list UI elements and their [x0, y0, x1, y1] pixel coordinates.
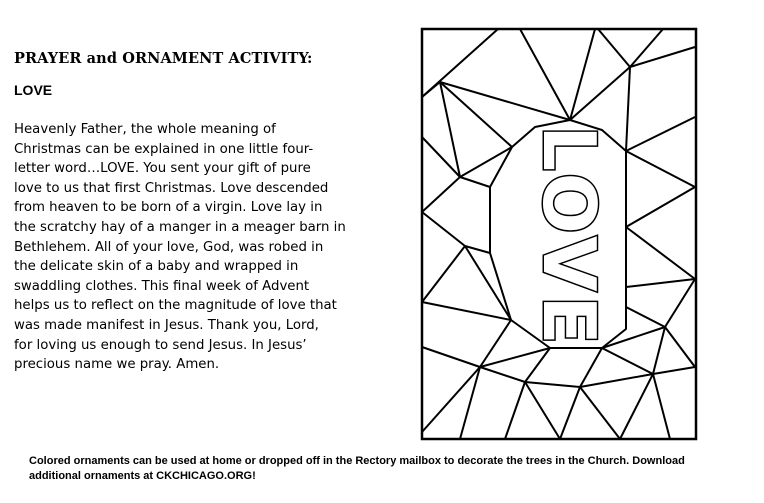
prayer-line: letter word…LOVE. You sent your gift of pure	[14, 161, 311, 177]
prayer-line: for loving us enough to send Jesus. In Jesus’	[14, 337, 307, 353]
prayer-title: LOVE	[14, 82, 53, 98]
footer-note	[29, 454, 749, 484]
prayer-line: precious name we pray. Amen.	[14, 357, 220, 373]
footer-line: additional ornaments at CKCHICAGO.ORG!	[29, 470, 256, 482]
prayer-line: Christmas can be explained in one little four-	[14, 141, 314, 157]
prayer-line: from heaven to be born of a virgin. Love lay in	[14, 200, 323, 216]
prayer-line: love to us that first Christmas. Love descended	[14, 180, 329, 196]
prayer-line: the delicate skin of a baby and wrapped in	[14, 259, 299, 275]
page-title: PRAYER and ORNAMENT ACTIVITY:	[14, 50, 313, 67]
prayer-text	[14, 120, 344, 375]
ornament-word: LOVE	[527, 125, 611, 349]
prayer-line: Heavenly Father, the whole meaning of	[14, 122, 276, 137]
prayer-line: helps us to reflect on the magnitude of love that	[14, 298, 337, 314]
stained-glass-ornament	[420, 27, 700, 441]
prayer-line: was made manifest in Jesus. Thank you, Lord,	[14, 317, 319, 333]
prayer-line: Bethlehem. All of your love, God, was robed in	[14, 239, 324, 255]
prayer-line: swaddling clothes. This final week of Advent	[14, 278, 310, 294]
prayer-line: the scratchy hay of a manger in a meager barn in	[14, 219, 346, 235]
footer-line: Colored ornaments can be used at home or dropped off in the Rectory mailbox to decorate the trees in the Church. Download	[29, 455, 685, 467]
